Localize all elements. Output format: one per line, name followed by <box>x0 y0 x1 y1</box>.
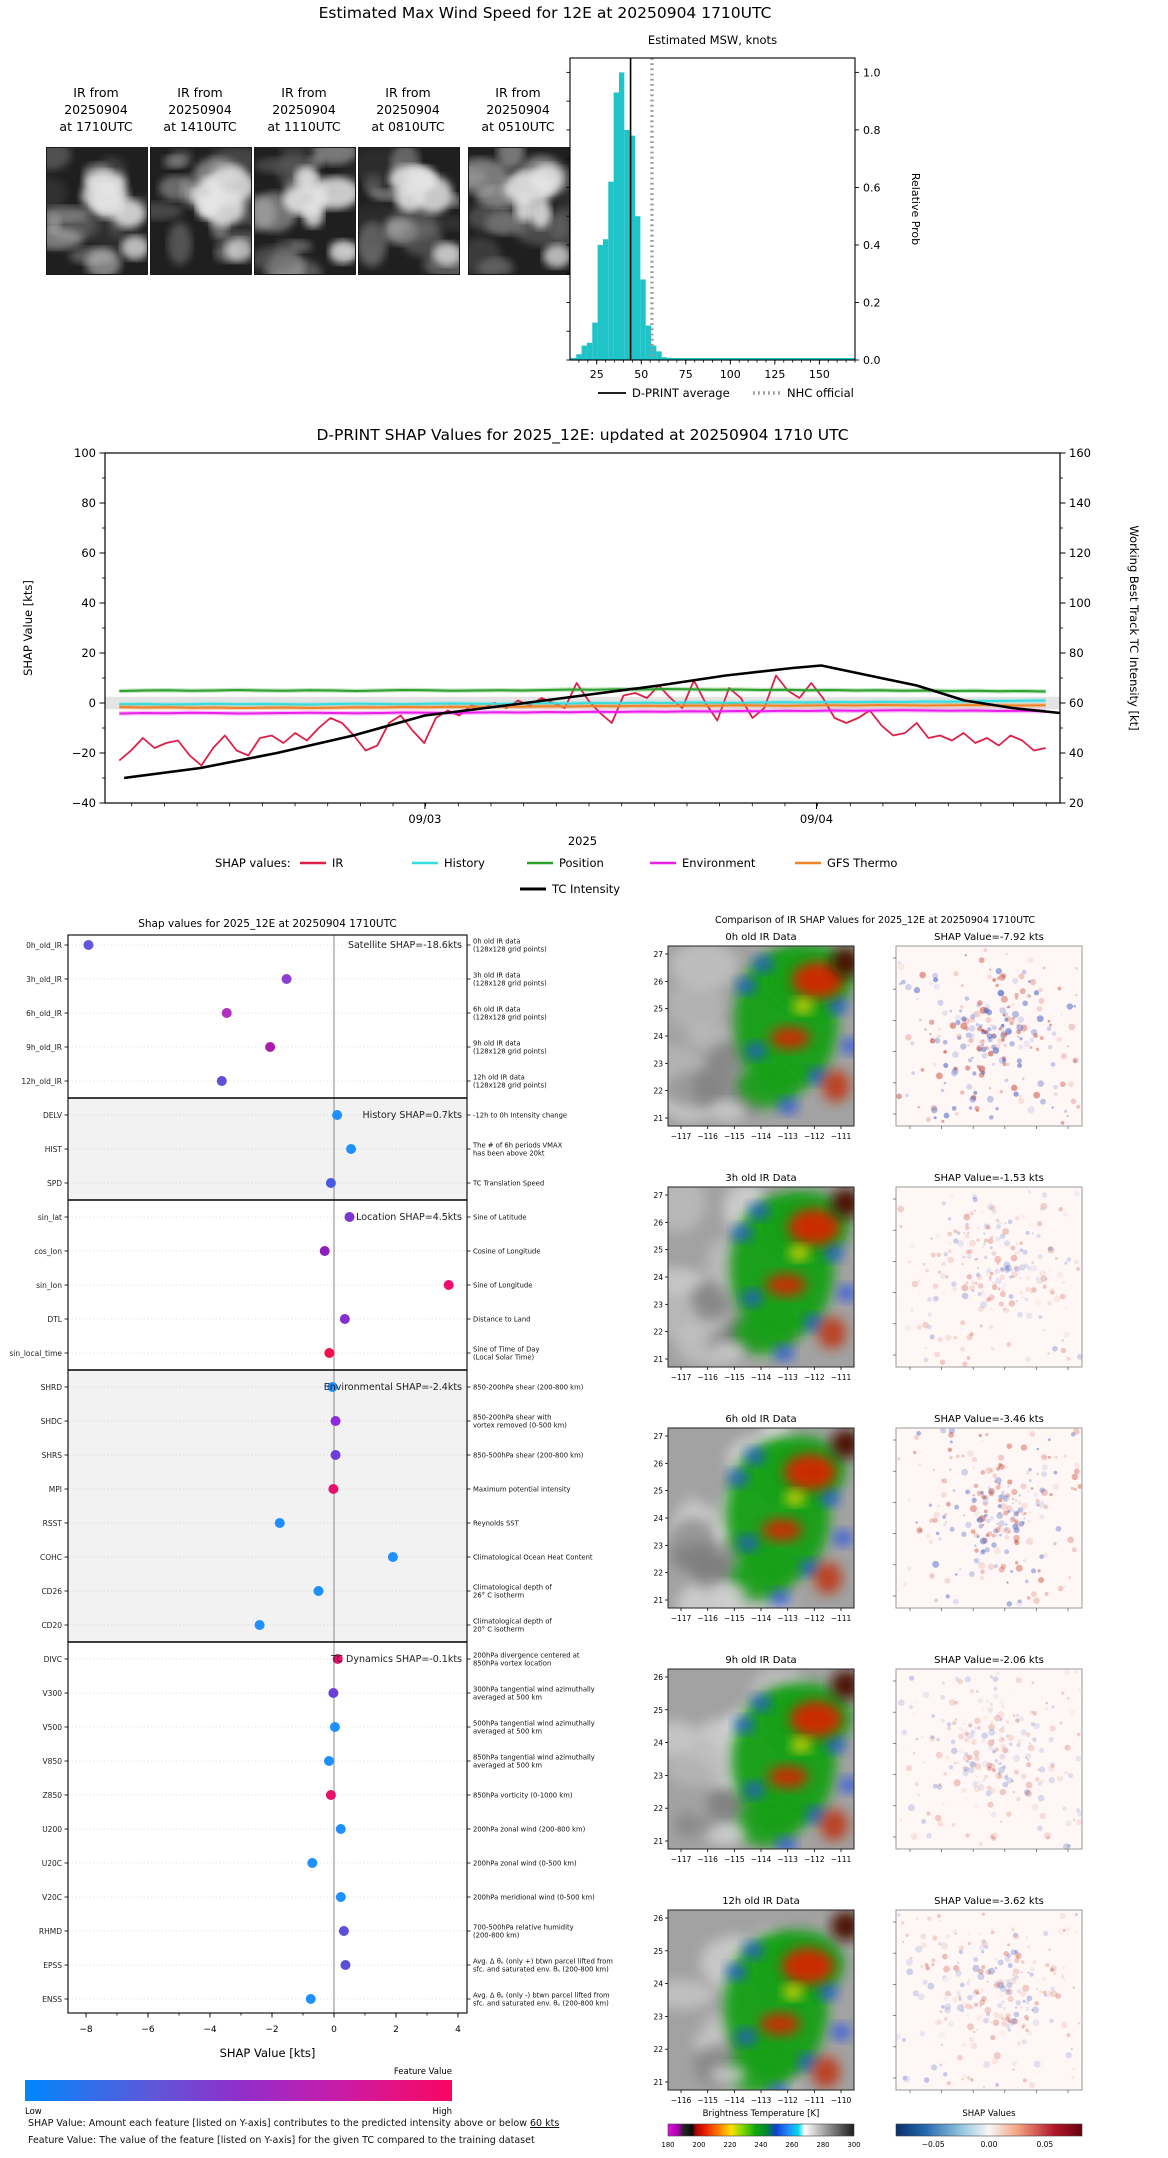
svg-text:40: 40 <box>1069 746 1084 760</box>
msw-histogram-chart <box>540 28 1168 413</box>
feature-desc-SHDC: 850-200hPa shear with vortex removed (0-500 km) <box>473 1413 567 1430</box>
svg-text:100: 100 <box>1069 596 1091 610</box>
svg-text:D-PRINT SHAP Values for 2025_1: D-PRINT SHAP Values for 2025_12E: updated at 20250904 1710 UTC <box>316 426 849 444</box>
ir-map-title-2: 6h old IR Data <box>725 1414 797 1425</box>
svg-text:−117: −117 <box>670 1373 692 1382</box>
feature-label-DELV: DELV <box>43 1111 62 1120</box>
svg-text:−116: −116 <box>697 1855 718 1864</box>
svg-text:−111: −111 <box>830 1373 852 1382</box>
svg-text:150: 150 <box>808 368 830 381</box>
shap-map-title-2: SHAP Value=-3.46 kts <box>934 1414 1044 1425</box>
svg-text:2025: 2025 <box>567 834 598 848</box>
legend-position: Position <box>559 856 604 870</box>
svg-text:0.8: 0.8 <box>863 123 881 137</box>
svg-text:21: 21 <box>653 1355 663 1364</box>
svg-text:240: 240 <box>754 2141 768 2149</box>
group-label-4: TC Dynamics SHAP=-0.1kts <box>331 1654 462 1665</box>
feature-label-V500: V500 <box>42 1723 62 1732</box>
svg-text:24: 24 <box>653 1979 663 1989</box>
feature-label-SHRS: SHRS <box>41 1451 62 1460</box>
shap-dot-CD20 <box>255 1620 265 1630</box>
feature-value-colorbar <box>25 2080 452 2101</box>
series-tc-intensity <box>124 666 1060 779</box>
svg-text:−115: −115 <box>724 1614 745 1623</box>
shap-colorbar-title: SHAP Values <box>962 2109 1016 2119</box>
svg-text:22: 22 <box>653 1086 663 1096</box>
feature-desc-ENSS: Avg. Δ θₑ (only -) btwn parcel lifted from sfc. and saturated env. θₑ (200-800 km) <box>473 1991 610 2008</box>
svg-text:23: 23 <box>653 1541 663 1551</box>
svg-text:−116: −116 <box>697 1614 718 1623</box>
svg-text:−8: −8 <box>79 2025 93 2035</box>
shap-dot-U20C <box>307 1858 317 1868</box>
shap-map-3 <box>896 1669 1083 1850</box>
svg-text:−111: −111 <box>804 2096 825 2105</box>
feature-label-ENSS: ENSS <box>42 1995 62 2004</box>
feature-desc-RHMD: 700-500hPa relative humidity (200-800 km) <box>473 1923 574 1940</box>
feature-desc-V300: 300hPa tangential wind azimuthally averaged at 500 km <box>473 1685 595 1702</box>
svg-text:26: 26 <box>653 1459 663 1469</box>
feature-label-EPSS: EPSS <box>43 1961 62 1970</box>
svg-text:2: 2 <box>393 2025 399 2035</box>
shap-dot-V500 <box>330 1722 340 1732</box>
svg-text:Shap values for 2025_12E at 20: Shap values for 2025_12E at 20250904 1710UTC <box>138 918 397 930</box>
svg-text:Relative Prob: Relative Prob <box>909 172 922 246</box>
svg-text:140: 140 <box>1069 496 1091 510</box>
feature-desc-EPSS: Avg. Δ θₑ (only +) btwn parcel lifted from sfc. and saturated env. θₑ (200-800 km) <box>473 1957 613 1974</box>
shap-map-0 <box>896 946 1082 1126</box>
feature-label-COHC: COHC <box>39 1553 62 1562</box>
shap-dot-sin_lat <box>345 1212 355 1222</box>
footnote-shap-underline: 60 kts <box>529 2118 560 2129</box>
shap-dot-EPSS <box>340 1960 350 1970</box>
svg-text:24: 24 <box>653 1032 663 1041</box>
colorbar-high: High <box>432 2107 452 2117</box>
svg-text:−116: −116 <box>697 1373 718 1382</box>
shap-dot-V300 <box>328 1688 338 1698</box>
svg-text:23: 23 <box>653 1300 663 1310</box>
svg-text:0: 0 <box>331 2025 337 2035</box>
legend-prefix: SHAP values: <box>215 856 291 870</box>
ir-map-1 <box>641 1172 861 1367</box>
legend-dprint-average: D-PRINT average <box>632 386 730 400</box>
svg-text:−114: −114 <box>750 1614 772 1623</box>
feature-label-3h_old_IR: 3h_old_IR <box>26 975 62 984</box>
svg-text:60: 60 <box>1069 696 1084 710</box>
colorbar-title: Feature Value <box>393 2067 452 2077</box>
shap-dot-V20C <box>336 1892 346 1902</box>
feature-label-U20C: U20C <box>41 1859 62 1868</box>
ir-thumb-label: IR from 20250904 at 0510UTC <box>481 85 555 134</box>
shap-dot-RHMD <box>339 1926 349 1936</box>
feature-label-Z850: Z850 <box>42 1791 62 1800</box>
shap-dot-12h_old_IR <box>217 1076 227 1086</box>
svg-text:−112: −112 <box>804 1132 825 1141</box>
shap-dot-0h_old_IR <box>83 940 93 950</box>
ir-map-0 <box>640 942 861 1126</box>
svg-text:−20: −20 <box>71 746 96 760</box>
svg-text:−110: −110 <box>830 2096 852 2105</box>
svg-text:25: 25 <box>653 1004 663 1014</box>
svg-text:300: 300 <box>847 2141 861 2149</box>
svg-text:21: 21 <box>653 1596 663 1605</box>
ir-map-title-3: 9h old IR Data <box>725 1655 797 1666</box>
feature-label-DTL: DTL <box>47 1315 62 1324</box>
svg-text:21: 21 <box>653 1837 663 1846</box>
shap-map-4 <box>895 1910 1082 2090</box>
svg-text:−115: −115 <box>724 1855 745 1864</box>
shap-dot-RSST <box>275 1518 285 1528</box>
svg-text:25: 25 <box>653 1946 663 1956</box>
shap-map-title-0: SHAP Value=-7.92 kts <box>934 932 1044 943</box>
legend-gfs-thermo: GFS Thermo <box>827 856 898 870</box>
svg-text:22: 22 <box>653 1804 663 1814</box>
feature-desc-CD26: Climatological depth of 26° C isotherm <box>473 1583 552 1600</box>
legend-nhc-official: NHC official <box>787 386 854 400</box>
ir-map-4 <box>648 1910 861 2109</box>
svg-text:22: 22 <box>653 1327 663 1337</box>
feature-desc-SHRS: 850-500hPa shear (200-800 km) <box>473 1451 584 1460</box>
feature-label-RHMD: RHMD <box>38 1927 62 1936</box>
feature-desc-sin_lat: Sine of Latitude <box>473 1213 527 1222</box>
feature-label-HIST: HIST <box>44 1145 62 1154</box>
feature-label-U200: U200 <box>42 1825 62 1834</box>
svg-text:4: 4 <box>455 2025 461 2035</box>
shap-dot-DELV <box>332 1110 342 1120</box>
svg-text:27: 27 <box>653 1432 663 1441</box>
ir-thumb-label: IR from 20250904 at 1410UTC <box>163 85 237 134</box>
shap-map-title-4: SHAP Value=-3.62 kts <box>934 1896 1044 1907</box>
svg-text:125: 125 <box>764 368 786 381</box>
feature-label-CD26: CD26 <box>41 1587 62 1596</box>
shap-dot-MPI <box>328 1484 338 1494</box>
shap-dot-Z850 <box>326 1790 336 1800</box>
svg-text:−112: −112 <box>777 2096 798 2105</box>
svg-text:100: 100 <box>74 446 96 460</box>
svg-text:0.6: 0.6 <box>863 181 881 195</box>
svg-text:−113: −113 <box>777 1132 798 1141</box>
ir-thumb-image <box>150 147 252 275</box>
svg-text:120: 120 <box>1069 546 1091 560</box>
ir-map-2 <box>668 1419 861 1634</box>
footnote-shap-main: SHAP Value: Amount each feature [listed on Y-axis] contributes to the predicted intensity above or below <box>28 2118 530 2129</box>
feature-label-CD20: CD20 <box>41 1621 62 1630</box>
svg-text:22: 22 <box>653 1568 663 1578</box>
shap-dot-U200 <box>336 1824 346 1834</box>
feature-desc-6h_old_IR: 6h old IR data (128x128 grid points) <box>473 1005 547 1022</box>
svg-text:−113: −113 <box>777 1855 798 1864</box>
svg-text:−113: −113 <box>777 1373 798 1382</box>
svg-text:26: 26 <box>653 1673 663 1682</box>
feature-desc-Z850: 850hPa vorticity (0-1000 km) <box>473 1791 573 1800</box>
svg-text:220: 220 <box>723 2141 737 2149</box>
group-label-2: Location SHAP=4.5kts <box>356 1212 462 1223</box>
feature-label-SPD: SPD <box>46 1179 62 1188</box>
ir-thumb-image <box>358 147 460 275</box>
svg-text:180: 180 <box>661 2141 675 2149</box>
shap-dot-cos_lon <box>320 1246 330 1256</box>
svg-text:24: 24 <box>653 1738 663 1748</box>
svg-text:−117: −117 <box>670 1614 692 1623</box>
svg-text:−112: −112 <box>804 1855 825 1864</box>
feature-label-V20C: V20C <box>42 1893 62 1902</box>
svg-text:27: 27 <box>653 950 663 959</box>
svg-text:SHAP Value [kts]: SHAP Value [kts] <box>21 580 35 676</box>
svg-text:09/03: 09/03 <box>408 812 442 826</box>
svg-text:24: 24 <box>653 1273 663 1282</box>
feature-desc-U20C: 200hPa zonal wind (0-500 km) <box>473 1859 577 1868</box>
svg-text:0.05: 0.05 <box>1036 2140 1054 2149</box>
svg-text:25: 25 <box>589 368 604 381</box>
svg-text:80: 80 <box>1069 646 1084 660</box>
feature-desc-DIVC: 200hPa divergence centered at 850hPa vortex location <box>473 1651 580 1668</box>
svg-text:26: 26 <box>653 1914 663 1923</box>
svg-text:280: 280 <box>816 2141 830 2149</box>
svg-text:−117: −117 <box>670 1132 692 1141</box>
feature-desc-SHRD: 850-200hPa shear (200-800 km) <box>473 1383 584 1392</box>
ir-map-title-1: 3h old IR Data <box>725 1173 797 1184</box>
bt-colorbar-title: Brightness Temperature [K] <box>702 2109 820 2119</box>
svg-text:−112: −112 <box>804 1373 825 1382</box>
svg-text:25: 25 <box>653 1486 663 1496</box>
svg-text:200: 200 <box>692 2141 706 2149</box>
feature-desc-SPD: TC Translation Speed <box>473 1179 545 1188</box>
svg-text:−111: −111 <box>830 1132 852 1141</box>
page-title: Estimated Max Wind Speed for 12E at 20250904 1710UTC <box>318 4 772 22</box>
shap-dot-DTL <box>340 1314 350 1324</box>
feature-desc-CD20: Climatological depth of 20° C isotherm <box>473 1617 552 1634</box>
svg-text:21: 21 <box>653 1114 663 1123</box>
feature-desc-cos_lon: Cosine of Longitude <box>473 1247 541 1256</box>
colorbar-low: Low <box>25 2107 42 2117</box>
group-label-1: History SHAP=0.7kts <box>362 1110 462 1121</box>
svg-text:−2: −2 <box>265 2025 279 2035</box>
svg-text:−114: −114 <box>750 1373 772 1382</box>
svg-text:−4: −4 <box>203 2025 217 2035</box>
feature-desc-DELV: -12h to 0h Intensity change <box>473 1111 568 1120</box>
svg-text:−111: −111 <box>830 1614 852 1623</box>
svg-text:−113: −113 <box>750 2096 772 2105</box>
shap-dot-COHC <box>388 1552 398 1562</box>
svg-text:22: 22 <box>653 2045 663 2055</box>
shap-dot-sin_lon <box>444 1280 454 1290</box>
ir-thumb-image <box>254 147 356 275</box>
feature-desc-U200: 200hPa zonal wind (200-800 km) <box>473 1825 586 1834</box>
svg-text:−113: −113 <box>777 1614 798 1623</box>
feature-label-0h_old_IR: 0h_old_IR <box>26 941 62 950</box>
feature-desc-0h_old_IR: 0h old IR data (128x128 grid points) <box>473 937 547 954</box>
feature-desc-sin_local_time: Sine of Time of Day (Local Solar Time) <box>473 1345 540 1362</box>
svg-text:0.00: 0.00 <box>980 2140 998 2149</box>
feature-label-V850: V850 <box>42 1757 62 1766</box>
feature-label-sin_lat: sin_lat <box>37 1213 62 1222</box>
shap-dot-SHDC <box>331 1416 341 1426</box>
shap-dot-9h_old_IR <box>265 1042 275 1052</box>
svg-text:260: 260 <box>785 2141 799 2149</box>
svg-text:−116: −116 <box>697 1132 718 1141</box>
svg-text:0: 0 <box>88 696 96 710</box>
svg-text:26: 26 <box>653 977 663 987</box>
svg-text:−115: −115 <box>724 1132 745 1141</box>
svg-text:Estimated MSW, knots: Estimated MSW, knots <box>647 33 778 47</box>
shap-dot-SHRS <box>331 1450 341 1460</box>
shap-dotplot-chart <box>0 912 660 2158</box>
ir-map-title-4: 12h old IR Data <box>722 1896 800 1907</box>
svg-text:1.0: 1.0 <box>863 66 881 80</box>
svg-text:21: 21 <box>653 2078 663 2087</box>
svg-text:23: 23 <box>653 2012 663 2022</box>
feature-label-6h_old_IR: 6h_old_IR <box>26 1009 62 1018</box>
svg-text:−114: −114 <box>724 2096 745 2105</box>
shap-dot-SPD <box>326 1178 336 1188</box>
ir-map-title-0: 0h old IR Data <box>725 932 797 943</box>
legend-ir: IR <box>332 856 344 870</box>
svg-text:0.4: 0.4 <box>863 238 881 252</box>
feature-label-sin_lon: sin_lon <box>36 1281 62 1290</box>
feature-desc-V20C: 200hPa meridional wind (0-500 km) <box>473 1893 595 1902</box>
feature-desc-MPI: Maximum potential intensity <box>473 1485 571 1494</box>
group-label-0: Satellite SHAP=-18.6kts <box>347 940 462 951</box>
svg-text:26: 26 <box>653 1218 663 1228</box>
svg-text:25: 25 <box>653 1245 663 1255</box>
shap-dot-6h_old_IR <box>222 1008 232 1018</box>
shap-dot-V850 <box>324 1756 334 1766</box>
shap-map-title-3: SHAP Value=-2.06 kts <box>934 1655 1044 1666</box>
feature-label-SHDC: SHDC <box>40 1417 62 1426</box>
svg-text:−114: −114 <box>750 1132 772 1141</box>
feature-label-sin_local_time: sin_local_time <box>9 1349 62 1358</box>
ir-thumb-label: IR from 20250904 at 1110UTC <box>267 85 341 134</box>
feature-label-cos_lon: cos_lon <box>34 1247 62 1256</box>
feature-label-V300: V300 <box>42 1689 62 1698</box>
feature-desc-9h_old_IR: 9h old IR data (128x128 grid points) <box>473 1039 547 1056</box>
feature-label-DIVC: DIVC <box>43 1655 62 1664</box>
svg-text:20: 20 <box>1069 796 1084 810</box>
svg-text:50: 50 <box>634 368 649 381</box>
svg-text:23: 23 <box>653 1771 663 1781</box>
bt-colorbar <box>668 2124 854 2136</box>
svg-text:0.0: 0.0 <box>863 354 881 367</box>
legend-environment: Environment <box>682 856 756 870</box>
svg-text:80: 80 <box>81 496 96 510</box>
svg-text:20: 20 <box>81 646 96 660</box>
legend-tc-intensity: TC Intensity <box>552 882 621 896</box>
svg-text:60: 60 <box>81 546 96 560</box>
svg-text:25: 25 <box>653 1705 663 1715</box>
feature-desc-DTL: Distance to Land <box>473 1315 531 1324</box>
svg-text:SHAP Value [kts]: SHAP Value [kts] <box>219 2046 316 2060</box>
feature-desc-3h_old_IR: 3h old IR data (128x128 grid points) <box>473 971 547 988</box>
svg-text:Comparison of IR SHAP Values f: Comparison of IR SHAP Values for 2025_12E at 20250904 1710UTC <box>714 915 1036 926</box>
shap-dot-HIST <box>346 1144 356 1154</box>
feature-desc-12h_old_IR: 12h old IR data (128x128 grid points) <box>473 1073 547 1090</box>
shap-map-2 <box>896 1428 1082 1608</box>
footnote-feature-value: Feature Value: The value of the feature [listed on Y-axis] for the given TC compared to the training dataset <box>28 2135 535 2146</box>
svg-text:0.2: 0.2 <box>863 296 881 310</box>
feature-label-SHRD: SHRD <box>40 1383 62 1392</box>
svg-text:09/04: 09/04 <box>799 812 834 826</box>
feature-label-MPI: MPI <box>48 1485 62 1494</box>
footnote-shap-value <box>28 2118 559 2129</box>
shap-dot-3h_old_IR <box>282 974 292 984</box>
feature-label-RSST: RSST <box>42 1519 62 1528</box>
shap-map-title-1: SHAP Value=-1.53 kts <box>934 1173 1044 1184</box>
svg-text:27: 27 <box>653 1191 663 1200</box>
svg-text:−112: −112 <box>804 1614 825 1623</box>
svg-text:−0.05: −0.05 <box>921 2140 945 2149</box>
feature-desc-RSST: Reynolds SST <box>473 1519 519 1528</box>
svg-text:160: 160 <box>1069 446 1091 460</box>
svg-text:100: 100 <box>719 368 741 381</box>
svg-text:−117: −117 <box>670 1855 692 1864</box>
feature-desc-V500: 500hPa tangential wind azimuthally averaged at 500 km <box>473 1719 595 1736</box>
group-label-3: Environmental SHAP=-2.4kts <box>323 1382 462 1393</box>
ir-map-3 <box>642 1666 861 1853</box>
feature-desc-sin_lon: Sine of Longitude <box>473 1281 533 1290</box>
feature-desc-HIST: The # of 6h periods VMAX has been above 20kt <box>473 1141 563 1158</box>
shap-timeseries-chart <box>0 420 1168 912</box>
svg-text:23: 23 <box>653 1059 663 1069</box>
svg-text:−114: −114 <box>750 1855 772 1864</box>
ir-thumb-label: IR from 20250904 at 1710UTC <box>59 85 133 134</box>
svg-text:−40: −40 <box>71 796 96 810</box>
ir-shap-comparison-panel <box>640 912 1168 2158</box>
svg-text:Working Best Track TC Intensit: Working Best Track TC Intensity [kt] <box>1127 525 1141 731</box>
legend-history: History <box>444 856 485 870</box>
ir-thumb-image <box>46 147 148 275</box>
svg-text:−6: −6 <box>141 2025 155 2035</box>
svg-text:75: 75 <box>678 368 693 381</box>
svg-text:40: 40 <box>81 596 96 610</box>
svg-text:−115: −115 <box>697 2096 718 2105</box>
svg-text:−115: −115 <box>724 1373 745 1382</box>
shap-dot-CD26 <box>314 1586 324 1596</box>
shap-colorbar <box>896 2124 1082 2136</box>
shap-map-1 <box>896 1187 1083 1367</box>
feature-desc-COHC: Climatological Ocean Heat Content <box>473 1553 593 1562</box>
svg-text:−116: −116 <box>670 2096 692 2105</box>
svg-text:24: 24 <box>653 1514 663 1523</box>
feature-desc-V850: 850hPa tangential wind azimuthally averaged at 500 km <box>473 1753 595 1770</box>
feature-label-12h_old_IR: 12h_old_IR <box>21 1077 62 1086</box>
svg-text:−111: −111 <box>830 1855 852 1864</box>
shap-dot-ENSS <box>306 1994 316 2004</box>
feature-label-9h_old_IR: 9h_old_IR <box>26 1043 62 1052</box>
shap-dot-sin_local_time <box>324 1348 334 1358</box>
ir-thumb-label: IR from 20250904 at 0810UTC <box>371 85 445 134</box>
